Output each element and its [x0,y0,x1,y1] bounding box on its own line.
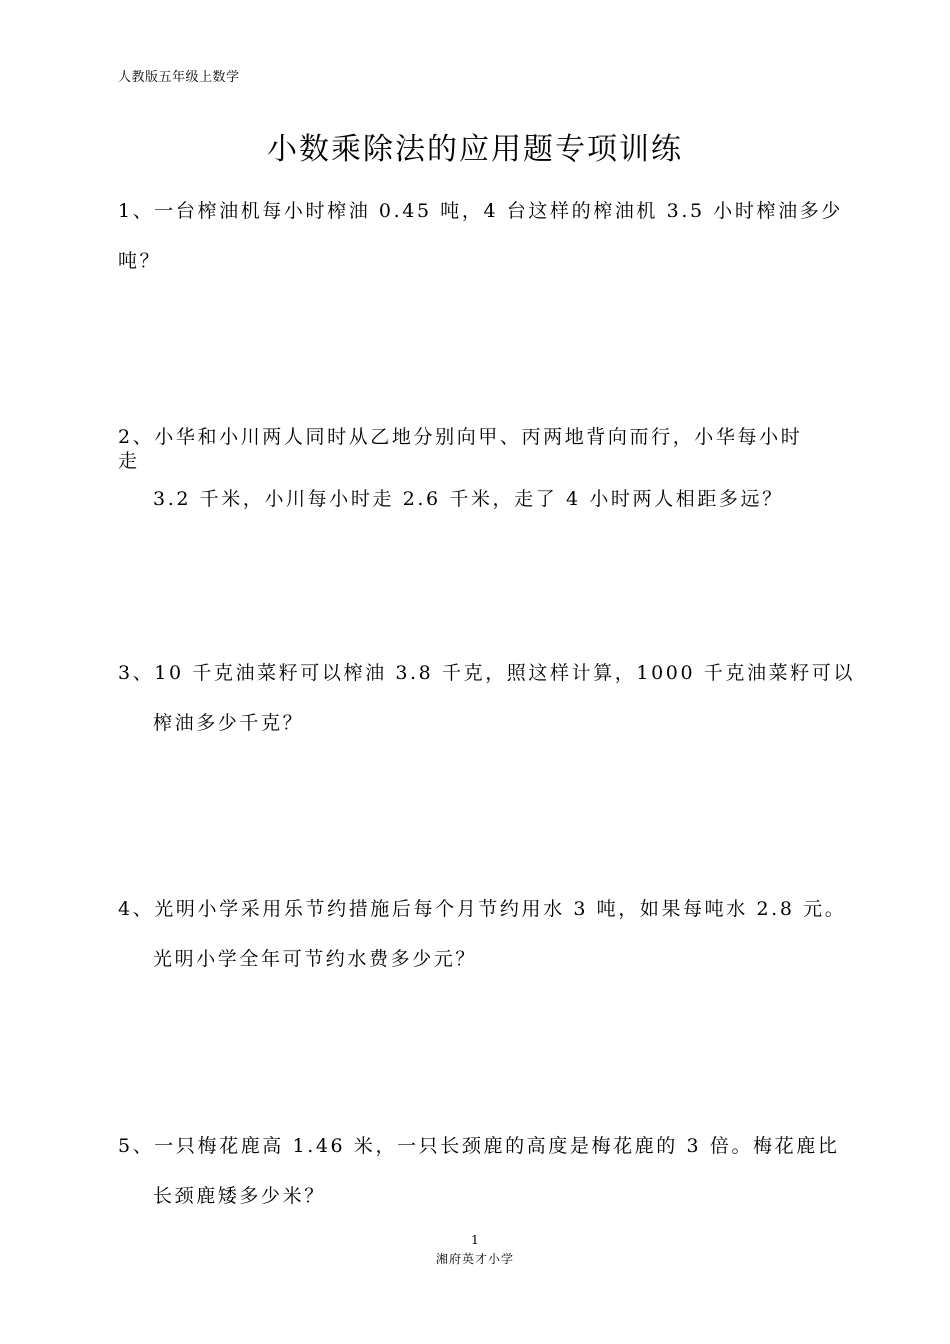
question-4-line-1: 4、光明小学采用乐节约措施后每个月节约用水 3 吨，如果每吨水 2.8 元。 [118,898,847,920]
question-2-line-2: 3.2 千米，小川每小时走 2.6 千米，走了 4 小时两人相距多远？ [153,488,784,510]
question-1-line-1: 1、一台榨油机每小时榨油 0.45 吨，4 台这样的榨油机 3.5 小时榨油多少 [118,200,843,222]
question-3-line-2: 榨油多少千克？ [153,712,305,734]
question-5-line-1: 5、一只梅花鹿高 1.46 米，一只长颈鹿的高度是梅花鹿的 3 倍。梅花鹿比 [118,1135,840,1157]
page-title: 小数乘除法的应用题专项训练 [267,132,683,167]
question-2-line-1-wrap: 走 [118,450,140,472]
question-1-line-2: 吨？ [118,250,162,272]
question-3-line-1: 3、10 千克油菜籽可以榨油 3.8 千克，照这样计算，1000 千克油菜籽可以 [118,662,855,684]
question-4-line-2: 光明小学全年可节约水费多少元？ [153,948,478,970]
footer-school: 湘府英才小学 [435,1252,514,1266]
page-header: 人教版五年级上数学 [118,70,240,85]
question-2-line-1: 2、小华和小川两人同时从乙地分别向甲、丙两地背向而行，小华每小时 [118,426,803,448]
page-number: 1 [471,1233,479,1247]
question-5-line-2: 长颈鹿矮多少米？ [153,1185,326,1207]
